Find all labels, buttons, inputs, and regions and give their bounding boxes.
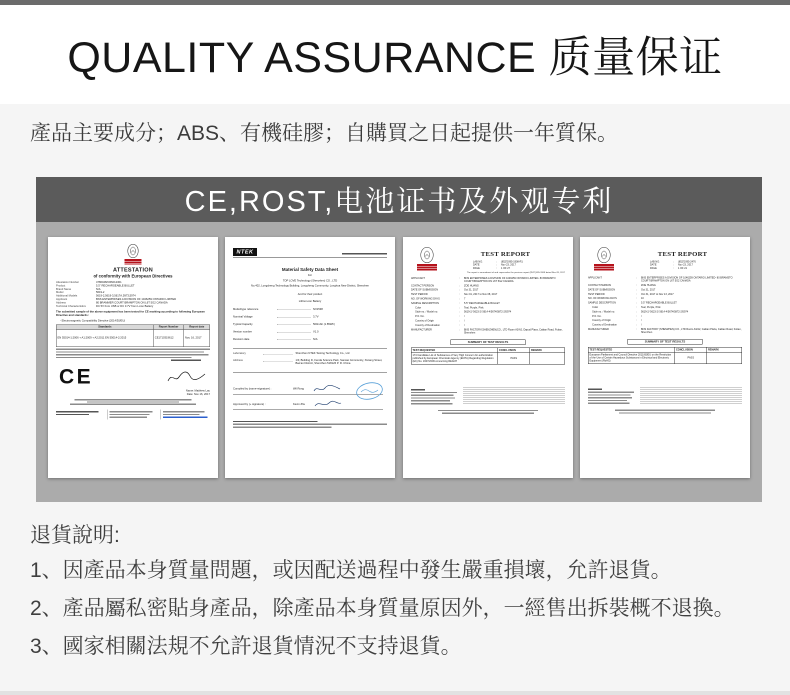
report-field-row: SAMPLE DESCRIPTION : 5.5" RECHARGEABLE BULLET	[411, 302, 565, 305]
attestation-field-row	[56, 305, 210, 308]
field-value: BNS FACTORY (SHENZHEN) CO., LTD Room A3/A2, Caitian Plaza, Caitian Road, Futian, Shenzhen	[640, 327, 742, 335]
spec-label: Nominal Voltage	[233, 315, 253, 319]
signature-icon	[165, 368, 207, 385]
signer-date: Date: Nov 16, 2017	[186, 392, 210, 396]
spec-value: 3.7V	[313, 315, 319, 319]
field-label: Country of Origin	[410, 319, 434, 323]
meta-value: Nov 23, 2017	[677, 263, 693, 267]
certificate-ce-attestation	[48, 237, 218, 478]
field-label: NO. OF WORKING DAYS	[410, 297, 440, 301]
field-value: 5619-2/ 5623-2/ 5614-4/5674/5872-2/5974	[640, 310, 689, 314]
field-label: Color	[587, 305, 599, 309]
approved-value: Kevin Zhu	[293, 402, 306, 406]
summary-table	[588, 347, 742, 364]
field-value: 10	[640, 297, 644, 301]
address-label: Address	[233, 358, 244, 362]
return-policy-item: 1、因產品本身質量問題，或因配送過程中發生嚴重損壞，允許退貨。	[30, 559, 672, 582]
field-value: ZOE HUANG	[640, 284, 656, 287]
field-label: APPLICANT	[410, 276, 425, 280]
field-value: N/A	[96, 287, 101, 291]
spec-row	[233, 330, 358, 334]
meta-value: 1 OF 21	[677, 266, 688, 270]
report-field-row: Country of Origin : /	[588, 319, 742, 322]
summary-title: SUMMARY OF TEST RESULTS	[450, 340, 525, 346]
bottom-divider-bar	[0, 691, 790, 695]
table-row	[411, 353, 565, 365]
attestation-standards-table	[56, 324, 210, 347]
summary-title: SUMMARY OF TEST RESULTS	[627, 339, 702, 345]
attestation-footer	[56, 409, 210, 419]
field-label: Address	[56, 301, 66, 305]
content-section	[0, 104, 790, 691]
report-field-row: DATE OF SUBMISSION : Oct 31, 2017	[411, 289, 565, 292]
report-field-row: Country of Destination : /	[588, 324, 742, 327]
meta-value: (8527)095-2476	[677, 260, 696, 264]
field-value: /	[463, 323, 465, 327]
spec-label: Model/type reference	[233, 307, 259, 311]
meta-label: PAGE	[649, 266, 657, 270]
field-value: 5619-2	[96, 291, 105, 295]
msds-for: For	[308, 274, 313, 277]
field-label: Country of Destination	[587, 323, 617, 327]
return-policy-item: 2、產品屬私密貼身產品，除產品本身質量原因外，一經售出拆裝概不退換。	[30, 597, 735, 620]
table-header-cell: Standards	[56, 325, 153, 330]
field-label: Country of Destination	[410, 323, 440, 327]
field-value: BNS ENTERPRISES A DIVISION OF 1046259 ONTARIO LIMITED- 80 BRAMSTO COURT BRAMPTON ON L6T 5G2 CANADA	[463, 276, 556, 283]
report-field-row: CONTACT PERSON : ZOE HUANG	[411, 284, 565, 287]
table-header-cell: TEST REQUESTED	[411, 348, 498, 353]
field-label: Additional Models	[56, 294, 78, 298]
table-header-cell: TEST REQUESTED	[588, 347, 675, 352]
report-field-row: Style no. / Model no. : 5619-2/ 5623-2/ 5614-4/5674/5872-2/5974	[411, 311, 565, 314]
report-field-row: P.O. No. : /	[411, 315, 565, 318]
field-value: BNS FACTORY(SHENZHEN)CO., LTD Room A3/A2, Dapud Plaza, Caitian Road, Futian, Shenzhen	[463, 328, 563, 335]
report-number-cell: CE1710319612	[153, 330, 183, 347]
meta-value: Nov 23, 2017	[500, 263, 516, 267]
field-label: Model	[56, 291, 64, 295]
meta-label: DATE	[649, 263, 657, 267]
report-field-row: P.O. No. : /	[588, 315, 742, 318]
field-label: Attestation Number	[56, 281, 80, 284]
field-label: MANUFACTURER	[587, 327, 609, 331]
bureau-veritas-logo	[411, 247, 443, 274]
report-fields	[411, 277, 565, 335]
meta-value: (8527)095-1908-R1	[500, 260, 523, 264]
msds-product: Lithium-ion Battery	[299, 300, 322, 304]
report-title: TEST REPORT	[480, 250, 530, 258]
test-requested-cell: 174 Candidate List of Substances of Very High Concern for authorization published by European Chemicals Agency (ECHA) Regarding Regulation (EC) No. 1907/2006 concerning REACH	[411, 353, 498, 365]
table-header-cell: REMARK	[529, 348, 564, 353]
certificate-msds	[225, 237, 395, 478]
report-meta	[650, 261, 742, 271]
field-value: 5.5" RECHARGEABLE BULLET	[96, 284, 135, 288]
report-amendment-note: The report is amendment of and supersedes the previous report (8527)095-1908 dated Nov 09, 2017	[466, 271, 565, 274]
table-header-cell: Report date	[184, 325, 210, 330]
report-field-row: APPLICANT : BNS ENTERPRISES A DIVISION OF 1046259 ONTARIO LIMITED- 80 BRAMSTO COURT BRAMPTON ON L6T 5G2 CANADA	[411, 277, 565, 283]
compiled-value: Wil Rong	[293, 387, 305, 391]
field-label: DATE OF SUBMISSION	[410, 288, 438, 292]
field-value: /	[640, 319, 642, 323]
report-field-row: Country of Origin : /	[411, 320, 565, 323]
report-meta	[473, 261, 565, 271]
report-footer	[588, 387, 742, 405]
table-row	[588, 352, 742, 364]
field-label: CONTACT PERSON	[587, 284, 612, 287]
spec-value: V1.0	[313, 330, 319, 334]
spec-value: NX1538	[313, 307, 324, 311]
field-value: Oct 31, 2017	[640, 288, 656, 292]
attestation-title: ATTESTATION	[112, 267, 154, 273]
field-label: P.O. No.	[410, 315, 425, 319]
meta-label: PAGE	[472, 266, 480, 270]
field-label: SAMPLE DESCRIPTION	[587, 301, 616, 305]
spec-value: N/A	[313, 337, 318, 341]
report-field-row: DATE OF SUBMISSION : Oct 31, 2017	[588, 288, 742, 291]
field-label: P.O. No.	[587, 314, 602, 318]
remark-cell	[707, 352, 742, 364]
title-section	[0, 5, 790, 104]
return-policy-item: 3、國家相關法規不允許退貨情況不支持退貨。	[30, 635, 462, 658]
compiled-label: Compiled by (name+signature) :	[233, 387, 272, 391]
field-value: 5.5" RECHARGEABLE BULLET	[463, 301, 500, 305]
report-field-row: NO. OF WORKING DAYS : 7	[411, 298, 565, 301]
field-label: NO. OF WORKING DAYS	[587, 297, 617, 301]
bureau-veritas-logo	[588, 247, 620, 271]
report-footnote	[438, 410, 538, 414]
attestation-fine-print	[56, 348, 210, 360]
approved-label: Approved by (+ signature) :	[233, 402, 266, 406]
field-value: BNS ENTERPRISES A DIVISION OF 1046259 ONTARIO LIMITED	[96, 297, 177, 301]
attestation-statement: The submitted sample of the above equipment has been tested for CE marking according to following European Directive and standards:	[56, 310, 205, 318]
standards-cell: EN 55014-1:2006 + A1:2009 + A2:2011 EN 55014-2:2015	[56, 330, 153, 347]
spec-value: 500mAh (1.85Wh)	[313, 322, 336, 326]
return-policy-heading: 退貨說明:	[30, 524, 120, 547]
certificates-banner	[36, 177, 762, 222]
report-field-row: Color : Teal, Purple, Pink	[411, 306, 565, 309]
field-value: 5619-2/ 5623-2/ 5614-4/5674/5872-2/5974	[463, 310, 511, 314]
field-value: ZOE HUANG	[463, 284, 479, 288]
report-field-row: TEST PERIOD : Oct 31, 2017 to Nov 13, 2017	[588, 293, 742, 296]
table-header-cell: CONCLUSION	[675, 347, 707, 352]
field-label: CONTACT PERSON	[410, 284, 434, 288]
spec-label: Typical Capacity	[233, 322, 253, 326]
spec-row	[233, 322, 358, 326]
report-field-row: NO. OF WORKING DAYS : 10	[588, 297, 742, 300]
field-label: Technical Characteristics	[56, 304, 86, 308]
table-header-cell: CONCLUSION	[497, 348, 529, 353]
spec-row	[233, 337, 358, 341]
ce-mark: CE	[59, 364, 94, 388]
certificates-panel	[36, 177, 762, 502]
field-label: Style no. / Model no.	[410, 310, 438, 314]
return-policy	[30, 520, 762, 666]
report-fields	[588, 277, 742, 335]
meta-row: PAGE : 1 OF 27	[472, 266, 510, 270]
attestation-disclaimer	[56, 399, 210, 405]
signer-name: Name: Matthew Lau	[185, 389, 210, 393]
meta-value: 1 OF 27	[500, 266, 510, 270]
meta-row: DATE : Nov 23, 2017	[649, 263, 693, 267]
meta-row: DATE : Nov 23, 2017	[472, 263, 516, 267]
report-field-row: Color : Teal, Purple, Pink	[588, 306, 742, 309]
field-label: MANUFACTURER	[410, 328, 432, 332]
certificate-test-report-reach	[403, 237, 573, 478]
msds-specs	[233, 307, 387, 341]
msds-title: Material Safety Data Sheet	[282, 267, 339, 272]
table-header-cell: REMARK	[707, 347, 742, 352]
report-field-row: APPLICANT : BNS ENTERPRISES A DIVISION OF 1046259 ONTARIO LIMITED- 80 BRAMSTO COURT BRAMPTON ON L6T 5G2 CANADA	[588, 277, 742, 283]
product-intro-text: 產品主要成分；ABS、有機硅膠；自購買之日起提供一年質保。	[30, 122, 619, 145]
test-requested-cell: European Parliament and Council Directive 2011/65/EU on the Restriction of the Use of Certain Hazardous Substances in Electrical and Electronic Equipment (RoHS)	[588, 352, 675, 364]
field-label: Style no. / Model no.	[587, 310, 615, 314]
report-field-row: MANUFACTURER : BNS FACTORY(SHENZHEN)CO., LTD Room A3/A2, Dapud Plaza, Caitian Road, Futian, Shenzhen	[411, 328, 565, 334]
table-row	[56, 330, 210, 347]
remark-cell	[529, 353, 564, 365]
return-policy-list	[30, 552, 762, 666]
spec-label: Revision date	[233, 337, 250, 341]
stamp-icon	[355, 381, 384, 401]
field-label: APPLICANT	[587, 276, 602, 280]
ntek-logo: NTEK	[233, 248, 257, 256]
report-title: TEST REPORT	[657, 250, 708, 258]
field-value: Nov 01, 2017 to Nov 08, 2017	[463, 293, 497, 297]
field-value: 80 BRAMMER COURT BRAMPTON ON L6T 5G2 CANADA	[96, 301, 168, 305]
field-label: TEST PERIOD	[587, 292, 605, 296]
field-value: BNS ENTERPRISES A DIVISION OF 1046259 ONTARIO LIMITED- 80 BRAMSTO COURT BRAMPTON ON L6T 5G2 CANADA	[640, 276, 733, 283]
field-value: 7	[463, 297, 466, 301]
field-value: /	[463, 319, 465, 323]
lab-value: Shenzhen NTEK Testing Technology Co., Ltd	[295, 351, 350, 355]
spec-row	[233, 307, 358, 311]
report-footnote	[615, 409, 715, 413]
address-value: 1/F, Building D, Fenda Science Park, Sanwei Community, Xixiang Street, Bao'an District, Shenzhen 518126 P. R. China	[295, 358, 383, 366]
field-value: 4786048/CRM/12301	[96, 281, 122, 284]
attestation-fields	[56, 281, 210, 308]
report-field-row: CONTACT PERSON : ZOE HUANG	[588, 284, 742, 287]
report-field-row: SAMPLE DESCRIPTION : 5.5" RECHARGEABLE BULLET	[588, 302, 742, 305]
field-label: TEST PERIOD	[410, 293, 428, 297]
attestation-subtitle: of conformity with European Directives	[93, 273, 173, 279]
report-field-row: Style no. / Model no. : 5619-2/ 5623-2/ 5614-4/5674/5872-2/5974	[588, 310, 742, 313]
field-value: Teal, Purple, Pink	[463, 306, 484, 310]
report-field-row: Country of Destination : /	[411, 324, 565, 327]
field-label: Applicant	[56, 297, 68, 301]
meta-row: LAB NO. : (8527)095-2476	[649, 260, 696, 264]
bureau-veritas-logo	[56, 244, 210, 265]
meta-row: LAB NO. : (8527)095-1908-R1	[472, 260, 523, 264]
field-label: DATE OF SUBMISSION	[587, 288, 616, 292]
report-date-cell: Nov, 16, 2017	[184, 330, 210, 347]
page-title: QUALITY ASSURANCE 质量保证	[67, 34, 723, 82]
meta-row: PAGE : 1 OF 21	[649, 266, 688, 270]
field-label: Brand Name	[56, 287, 72, 291]
field-value: /	[640, 314, 642, 318]
field-value: DC 5V from USB or DC 3.7V from Li-ion Battery	[96, 304, 154, 308]
field-value: Teal, Purple, Pink	[640, 305, 661, 309]
meta-label: LAB NO.	[649, 260, 660, 264]
field-label: SAMPLE DESCRIPTION	[410, 301, 439, 305]
field-label: Product	[56, 284, 66, 288]
field-value: /	[640, 323, 642, 327]
field-value: Oct 31, 2017 to Nov 13, 2017	[640, 292, 674, 296]
field-value: Oct 31, 2017	[463, 288, 478, 292]
signature-icon	[313, 400, 343, 409]
meta-label: LAB NO.	[472, 260, 483, 264]
conclusion-cell: PASS	[497, 353, 529, 365]
msds-footer	[233, 421, 387, 428]
summary-table	[411, 348, 565, 365]
msds-doc-number	[342, 252, 387, 256]
certificates-banner-text: CE,ROST,电池证书及外观专利	[184, 186, 614, 218]
spec-label: Version number	[233, 330, 253, 334]
field-label: Color	[410, 306, 421, 310]
conclusion-cell: PASS	[675, 352, 707, 364]
msds-company: TOP LOVE Technology (Shenzhen) CO., LTD	[283, 279, 338, 283]
lab-label: Laboratory	[233, 351, 247, 355]
msds-company-address: No.402, Longcheng Technology Building, Longcheng Community, Longhua New District, Shenzhen	[251, 284, 370, 288]
report-footer	[411, 388, 565, 406]
certificates-gallery	[36, 222, 762, 502]
signature-icon	[312, 384, 342, 394]
attestation-directive: - Electromagnetic Compatibility Directive (2014/30/EU)	[60, 319, 126, 323]
report-field-row: TEST PERIOD : Nov 01, 2017 to Nov 08, 2017	[411, 293, 565, 296]
field-value: 5.5" RECHARGEABLE BULLET	[640, 301, 677, 305]
spec-row	[233, 315, 358, 319]
field-value: 5619-2,5619-3,5617A,5973,5974	[96, 294, 136, 298]
certificate-test-report-rohs	[580, 237, 750, 478]
field-value: /	[463, 315, 465, 319]
table-header-cell: Report Number	[153, 325, 183, 330]
msds-product-line: And for their product	[298, 292, 323, 296]
field-label: Country of Origin	[587, 319, 612, 323]
meta-label: DATE	[472, 263, 480, 267]
report-field-row: MANUFACTURER : BNS FACTORY (SHENZHEN) CO., LTD Room A3/A2, Caitian Plaza, Caitian Road, Futian, Shenzhen	[587, 327, 742, 335]
